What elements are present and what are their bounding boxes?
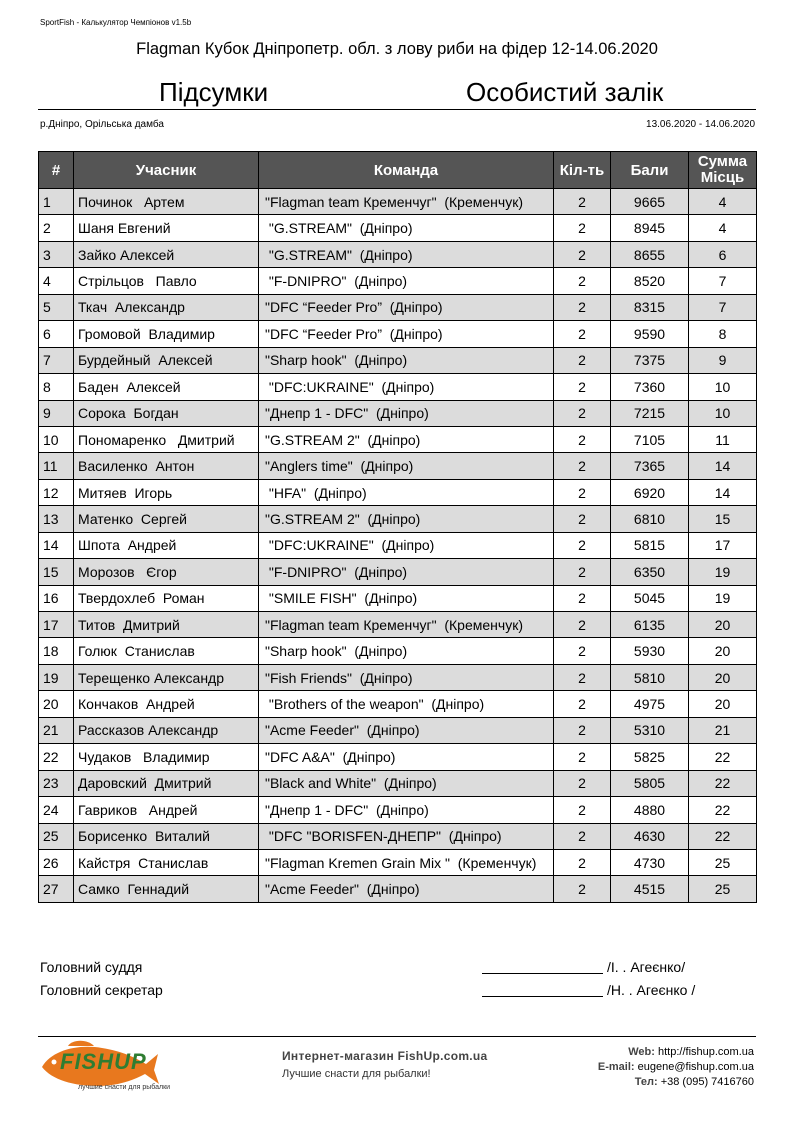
row-num: 24 bbox=[39, 797, 74, 823]
catch-count: 2 bbox=[554, 744, 611, 770]
catch-count: 2 bbox=[554, 612, 611, 638]
participant-name: Терещенко Александр bbox=[74, 664, 259, 690]
email-label: E-mail: bbox=[597, 1061, 635, 1073]
table-row bbox=[39, 559, 757, 585]
web-value[interactable]: http://fishup.com.ua bbox=[658, 1046, 754, 1058]
row-num: 6 bbox=[39, 321, 74, 347]
row-num: 23 bbox=[39, 770, 74, 796]
table-row bbox=[39, 321, 757, 347]
team-name: "F-DNIPRO" (Дніпро) bbox=[259, 268, 554, 294]
header-divider bbox=[38, 109, 756, 110]
points: 5930 bbox=[611, 638, 689, 664]
col-sum-header-line1: Сумма bbox=[697, 153, 748, 170]
row-num: 8 bbox=[39, 374, 74, 400]
shop-tagline: Лучшие снасти для рыбалки! bbox=[282, 1068, 431, 1080]
team-name: "DFC “Feeder Pro” (Дніпро) bbox=[259, 321, 554, 347]
points: 5825 bbox=[611, 744, 689, 770]
participant-name: Твердохлеб Роман bbox=[74, 585, 259, 611]
catch-count: 2 bbox=[554, 532, 611, 558]
place-sum: 7 bbox=[689, 268, 757, 294]
catch-count: 2 bbox=[554, 559, 611, 585]
team-name: "Fish Friends" (Дніпро) bbox=[259, 664, 554, 690]
email-value[interactable]: eugene@fishup.com.ua bbox=[637, 1061, 754, 1073]
catch-count: 2 bbox=[554, 241, 611, 267]
place-sum: 8 bbox=[689, 321, 757, 347]
catch-count: 2 bbox=[554, 215, 611, 241]
points: 7375 bbox=[611, 347, 689, 373]
col-count-header: Кіл-ть bbox=[554, 152, 611, 189]
team-name: "Black and White" (Дніпро) bbox=[259, 770, 554, 796]
row-num: 1 bbox=[39, 189, 74, 215]
place-sum: 4 bbox=[689, 215, 757, 241]
points: 5815 bbox=[611, 532, 689, 558]
points: 5310 bbox=[611, 717, 689, 743]
event-title: Flagman Кубок Дніпропетр. обл. з лову риби на фідер 12-14.06.2020 bbox=[136, 40, 658, 58]
table-row bbox=[39, 347, 757, 373]
points: 4975 bbox=[611, 691, 689, 717]
tel-value: +38 (095) 7416760 bbox=[660, 1076, 754, 1088]
team-name: "Anglers time" (Дніпро) bbox=[259, 453, 554, 479]
table-row bbox=[39, 506, 757, 532]
participant-name: Шаня Евгений bbox=[74, 215, 259, 241]
team-name: "Acme Feeder" (Дніпро) bbox=[259, 717, 554, 743]
table-row bbox=[39, 691, 757, 717]
row-num: 25 bbox=[39, 823, 74, 849]
heading-results: Підсумки bbox=[159, 77, 269, 107]
place-sum: 25 bbox=[689, 849, 757, 875]
place-sum: 20 bbox=[689, 664, 757, 690]
participant-name: Гавриков Андрей bbox=[74, 797, 259, 823]
web-label: Web: bbox=[628, 1046, 655, 1058]
table-row bbox=[39, 849, 757, 875]
points: 7365 bbox=[611, 453, 689, 479]
participant-name: Митяев Игорь bbox=[74, 479, 259, 505]
points: 4730 bbox=[611, 849, 689, 875]
points: 8945 bbox=[611, 215, 689, 241]
team-name: "DFC “Feeder Pro” (Дніпро) bbox=[259, 294, 554, 320]
judge-label: Головний суддя bbox=[40, 959, 143, 975]
participant-name: Зайко Алексей bbox=[74, 241, 259, 267]
place-sum: 9 bbox=[689, 347, 757, 373]
points: 5810 bbox=[611, 664, 689, 690]
place-sum: 22 bbox=[689, 770, 757, 796]
participant-name: Матенко Сергей bbox=[74, 506, 259, 532]
team-name: "F-DNIPRO" (Дніпро) bbox=[259, 559, 554, 585]
points: 7360 bbox=[611, 374, 689, 400]
row-num: 3 bbox=[39, 241, 74, 267]
catch-count: 2 bbox=[554, 374, 611, 400]
place-sum: 20 bbox=[689, 638, 757, 664]
place-sum: 21 bbox=[689, 717, 757, 743]
row-num: 27 bbox=[39, 876, 74, 902]
table-row bbox=[39, 294, 757, 320]
place-sum: 14 bbox=[689, 453, 757, 479]
team-name: "Brothers of the weapon" (Дніпро) bbox=[259, 691, 554, 717]
place-sum: 20 bbox=[689, 691, 757, 717]
participant-name: Шпота Андрей bbox=[74, 532, 259, 558]
team-name: "G.STREAM" (Дніпро) bbox=[259, 215, 554, 241]
points: 4515 bbox=[611, 876, 689, 902]
shop-name: Интернет-магазин FishUp.com.ua bbox=[282, 1049, 488, 1063]
place-sum: 4 bbox=[689, 189, 757, 215]
table-row bbox=[39, 241, 757, 267]
catch-count: 2 bbox=[554, 453, 611, 479]
catch-count: 2 bbox=[554, 664, 611, 690]
team-name: "Flagman team Кременчуг" (Кременчук) bbox=[259, 189, 554, 215]
points: 6920 bbox=[611, 479, 689, 505]
table-row bbox=[39, 797, 757, 823]
col-num-header: # bbox=[39, 152, 74, 189]
table-row bbox=[39, 638, 757, 664]
team-name: "SMILE FISH" (Дніпро) bbox=[259, 585, 554, 611]
catch-count: 2 bbox=[554, 347, 611, 373]
team-name: "Sharp hook" (Дніпро) bbox=[259, 347, 554, 373]
points: 6135 bbox=[611, 612, 689, 638]
row-num: 10 bbox=[39, 426, 74, 452]
participant-name: Починок Артем bbox=[74, 189, 259, 215]
place-sum: 17 bbox=[689, 532, 757, 558]
participant-name: Морозов Єгор bbox=[74, 559, 259, 585]
team-name: "G.STREAM 2" (Дніпро) bbox=[259, 506, 554, 532]
team-name: "HFA" (Дніпро) bbox=[259, 479, 554, 505]
team-name: "Acme Feeder" (Дніпро) bbox=[259, 876, 554, 902]
catch-count: 2 bbox=[554, 876, 611, 902]
table-row bbox=[39, 215, 757, 241]
participant-name: Рассказов Александр bbox=[74, 717, 259, 743]
row-num: 18 bbox=[39, 638, 74, 664]
secretary-signature-line bbox=[482, 996, 603, 997]
table-row bbox=[39, 585, 757, 611]
location: р.Дніпро, Орільська дамба bbox=[40, 119, 164, 130]
row-num: 20 bbox=[39, 691, 74, 717]
place-sum: 22 bbox=[689, 797, 757, 823]
participant-name: Голюк Станислав bbox=[74, 638, 259, 664]
participant-name: Громовой Владимир bbox=[74, 321, 259, 347]
table-row bbox=[39, 426, 757, 452]
contact-web bbox=[628, 1046, 754, 1058]
row-num: 15 bbox=[39, 559, 74, 585]
catch-count: 2 bbox=[554, 797, 611, 823]
catch-count: 2 bbox=[554, 717, 611, 743]
row-num: 12 bbox=[39, 479, 74, 505]
team-name: "Sharp hook" (Дніпро) bbox=[259, 638, 554, 664]
row-num: 7 bbox=[39, 347, 74, 373]
event-dates: 13.06.2020 - 14.06.2020 bbox=[646, 119, 755, 130]
catch-count: 2 bbox=[554, 849, 611, 875]
participant-name: Даровский Дмитрий bbox=[74, 770, 259, 796]
table-row bbox=[39, 717, 757, 743]
table-row bbox=[39, 374, 757, 400]
catch-count: 2 bbox=[554, 585, 611, 611]
team-name: "Flagman team Кременчуг" (Кременчук) bbox=[259, 612, 554, 638]
row-num: 13 bbox=[39, 506, 74, 532]
secretary-name: /Н. . Агеєнко / bbox=[607, 982, 696, 998]
col-participant-header: Учасник bbox=[74, 152, 259, 189]
col-sum-header-line2: Місць bbox=[700, 169, 745, 186]
participant-name: Бурдейный Алексей bbox=[74, 347, 259, 373]
points: 7105 bbox=[611, 426, 689, 452]
row-num: 4 bbox=[39, 268, 74, 294]
results-body bbox=[39, 189, 757, 903]
footer-divider bbox=[38, 1036, 756, 1037]
points: 8520 bbox=[611, 268, 689, 294]
table-row bbox=[39, 453, 757, 479]
contact-email bbox=[598, 1061, 754, 1073]
place-sum: 10 bbox=[689, 400, 757, 426]
catch-count: 2 bbox=[554, 321, 611, 347]
participant-name: Пономаренко Дмитрий bbox=[74, 426, 259, 452]
points: 4880 bbox=[611, 797, 689, 823]
row-num: 21 bbox=[39, 717, 74, 743]
table-row bbox=[39, 532, 757, 558]
team-name: "DFC "BORISFEN-ДНЕПР" (Дніпро) bbox=[259, 823, 554, 849]
points: 6350 bbox=[611, 559, 689, 585]
row-num: 19 bbox=[39, 664, 74, 690]
catch-count: 2 bbox=[554, 268, 611, 294]
row-num: 9 bbox=[39, 400, 74, 426]
judge-name: /І. . Агеєнко/ bbox=[607, 959, 686, 975]
table-row bbox=[39, 744, 757, 770]
place-sum: 7 bbox=[689, 294, 757, 320]
participant-name: Ткач Александр bbox=[74, 294, 259, 320]
place-sum: 6 bbox=[689, 241, 757, 267]
participant-name: Сорока Богдан bbox=[74, 400, 259, 426]
points: 9590 bbox=[611, 321, 689, 347]
secretary-label: Головний секретар bbox=[40, 982, 163, 998]
catch-count: 2 bbox=[554, 506, 611, 532]
row-num: 26 bbox=[39, 849, 74, 875]
participant-name: Стрільцов Павло bbox=[74, 268, 259, 294]
points: 8655 bbox=[611, 241, 689, 267]
table-row bbox=[39, 268, 757, 294]
catch-count: 2 bbox=[554, 479, 611, 505]
logo-tagline: лучшие снасти для рыбалки bbox=[78, 1084, 171, 1091]
tel-label: Тел: bbox=[634, 1076, 658, 1088]
place-sum: 10 bbox=[689, 374, 757, 400]
catch-count: 2 bbox=[554, 189, 611, 215]
participant-name: Титов Дмитрий bbox=[74, 612, 259, 638]
place-sum: 22 bbox=[689, 823, 757, 849]
table-row bbox=[39, 189, 757, 215]
col-sum-header bbox=[689, 152, 757, 189]
contact-tel bbox=[635, 1076, 754, 1088]
points: 8315 bbox=[611, 294, 689, 320]
team-name: "Днепр 1 - DFC" (Дніпро) bbox=[259, 797, 554, 823]
place-sum: 22 bbox=[689, 744, 757, 770]
place-sum: 19 bbox=[689, 559, 757, 585]
row-num: 11 bbox=[39, 453, 74, 479]
participant-name: Кончаков Андрей bbox=[74, 691, 259, 717]
team-name: "G.STREAM" (Дніпро) bbox=[259, 241, 554, 267]
team-name: "DFC A&A" (Дніпро) bbox=[259, 744, 554, 770]
table-row bbox=[39, 823, 757, 849]
table-row bbox=[39, 876, 757, 902]
row-num: 14 bbox=[39, 532, 74, 558]
team-name: "DFC:UKRAINE" (Дніпро) bbox=[259, 374, 554, 400]
participant-name: Борисенко Виталий bbox=[74, 823, 259, 849]
heading-individual: Особистий залік bbox=[466, 77, 664, 107]
points: 5805 bbox=[611, 770, 689, 796]
place-sum: 14 bbox=[689, 479, 757, 505]
row-num: 16 bbox=[39, 585, 74, 611]
col-points-header: Бали bbox=[611, 152, 689, 189]
participant-name: Самко Геннадий bbox=[74, 876, 259, 902]
catch-count: 2 bbox=[554, 823, 611, 849]
team-name: "Днепр 1 - DFC" (Дніпро) bbox=[259, 400, 554, 426]
team-name: "G.STREAM 2" (Дніпро) bbox=[259, 426, 554, 452]
catch-count: 2 bbox=[554, 770, 611, 796]
place-sum: 11 bbox=[689, 426, 757, 452]
fishup-logo bbox=[38, 1040, 171, 1094]
points: 5045 bbox=[611, 585, 689, 611]
row-num: 22 bbox=[39, 744, 74, 770]
team-name: "Flagman Kremen Grain Mix " (Кременчук) bbox=[259, 849, 554, 875]
team-name: "DFC:UKRAINE" (Дніпро) bbox=[259, 532, 554, 558]
points: 4630 bbox=[611, 823, 689, 849]
participant-name: Чудаков Владимир bbox=[74, 744, 259, 770]
row-num: 17 bbox=[39, 612, 74, 638]
catch-count: 2 bbox=[554, 400, 611, 426]
participant-name: Кайстря Станислав bbox=[74, 849, 259, 875]
catch-count: 2 bbox=[554, 638, 611, 664]
table-header-row bbox=[39, 152, 757, 189]
row-num: 5 bbox=[39, 294, 74, 320]
app-title: SportFish - Калькулятор Чемпіонов v1.5b bbox=[40, 18, 192, 27]
place-sum: 25 bbox=[689, 876, 757, 902]
table-row bbox=[39, 612, 757, 638]
logo-text: FISHUP bbox=[60, 1049, 147, 1074]
points: 9665 bbox=[611, 189, 689, 215]
catch-count: 2 bbox=[554, 294, 611, 320]
points: 6810 bbox=[611, 506, 689, 532]
place-sum: 20 bbox=[689, 612, 757, 638]
participant-name: Баден Алексей bbox=[74, 374, 259, 400]
table-row bbox=[39, 664, 757, 690]
results-table bbox=[38, 151, 757, 903]
table-row bbox=[39, 770, 757, 796]
col-team-header: Команда bbox=[259, 152, 554, 189]
catch-count: 2 bbox=[554, 426, 611, 452]
table-row bbox=[39, 400, 757, 426]
judge-signature-line bbox=[482, 973, 603, 974]
catch-count: 2 bbox=[554, 691, 611, 717]
place-sum: 19 bbox=[689, 585, 757, 611]
table-row bbox=[39, 479, 757, 505]
row-num: 2 bbox=[39, 215, 74, 241]
participant-name: Василенко Антон bbox=[74, 453, 259, 479]
place-sum: 15 bbox=[689, 506, 757, 532]
points: 7215 bbox=[611, 400, 689, 426]
